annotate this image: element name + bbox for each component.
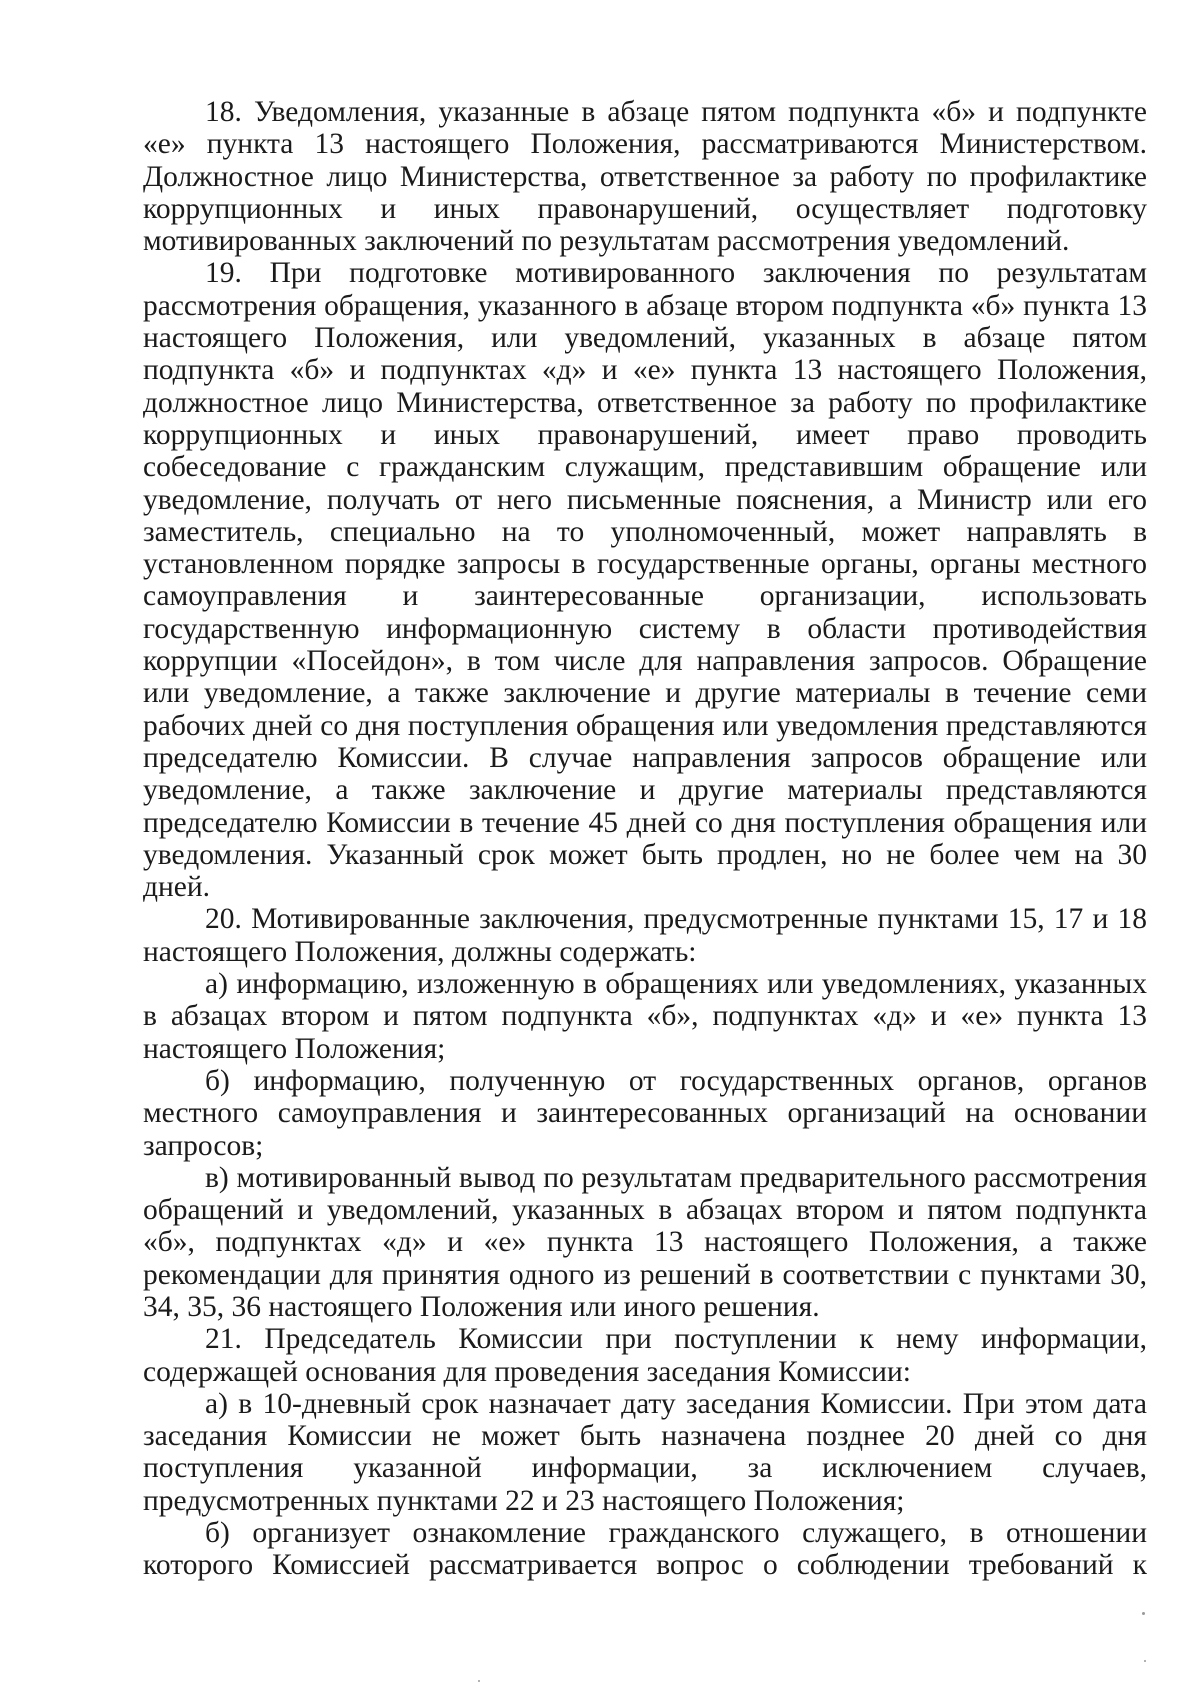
- paragraph-21: 21. Председатель Комиссии при поступлении к нему информации, содержащей основания для проведения заседания Комиссии:: [143, 1323, 1147, 1388]
- document-body: [143, 96, 1147, 1582]
- scan-speck: [1142, 1612, 1145, 1615]
- paragraph-20: 20. Мотивированные заключения, предусмотренные пунктами 15, 17 и 18 настоящего Положения, должны содержать:: [143, 903, 1147, 968]
- paragraph-20-a: а) информацию, изложенную в обращениях или уведомлениях, указанных в абзацах втором и пятом подпункта «б», подпунктах «д» и «е» пункта 13 настоящего Положения;: [143, 968, 1147, 1065]
- paragraph-21-a: а) в 10-дневный срок назначает дату заседания Комиссии. При этом дата заседания Комиссии не может быть назначена позднее 20 дней со дня поступления указанной информации, за исключением случаев, предусмотренных пунктами 22 и 23 настоящего Положения;: [143, 1387, 1147, 1517]
- scan-speck: [1144, 1660, 1146, 1662]
- paragraph-20-b: б) информацию, полученную от государственных органов, органов местного самоуправления и заинтересованных организаций на основании запросов;: [143, 1064, 1147, 1162]
- scan-speck: [478, 1680, 480, 1682]
- paragraph-18: 18. Уведомления, указанные в абзаце пятом подпункта «б» и подпункте «е» пункта 13 настоящего Положения, рассматриваются Министерством. Должностное лицо Министерства, ответственное за работу по профилактике коррупционных и иных правонарушений, осуществляет подготовку мотивированных заключений по результатам рассмотрения уведомлений.: [143, 96, 1147, 258]
- paragraph-20-v: в) мотивированный вывод по результатам предварительного рассмотрения обращений и уведомлений, указанных в абзацах втором и пятом подпункта «б», подпунктах «д» и «е» пункта 13 настоящего Положения, а также рекомендации для принятия одного из решений в соответствии с пунктами 30, 34, 35, 36 настоящего Положения или иного решения.: [143, 1161, 1147, 1323]
- paragraph-21-b: б) организует ознакомление гражданского служащего, в отношении которого Комиссией рассматривается вопрос о соблюдении требований к: [143, 1517, 1147, 1582]
- paragraph-19: 19. При подготовке мотивированного заключения по результатам рассмотрения обращения, указанного в абзаце втором подпункта «б» пункта 13 настоящего Положения, или уведомлений, указанных в абзаце пятом подпункта «б» и подпунктах «д» и «е» пункта 13 настоящего Положения, должностное лицо Министерства, ответственное за работу по профилактике коррупционных и иных правонарушений, имеет право проводить собеседование с гражданским служащим, представившим обращение или уведомление, получать от него письменные пояснения, а Министр или его заместитель, специально на то уполномоченный, может направлять в установленном порядке запросы в государственные органы, органы местного самоуправления и заинтересованные организации, использовать государственную информационную систему в области противодействия коррупции «Посейдон», в том числе для направления запросов. Обращение или уведомление, а также заключение и другие материалы в течение семи рабочих дней со дня поступления обращения или уведомления представляются председателю Комиссии. В случае направления запросов обращение или уведомление, а также заключение и другие материалы представляются председателю Комиссии в течение 45 дней со дня поступления обращения или уведомления. Указанный срок может быть продлен, но не более чем на 30 дней.: [143, 257, 1147, 904]
